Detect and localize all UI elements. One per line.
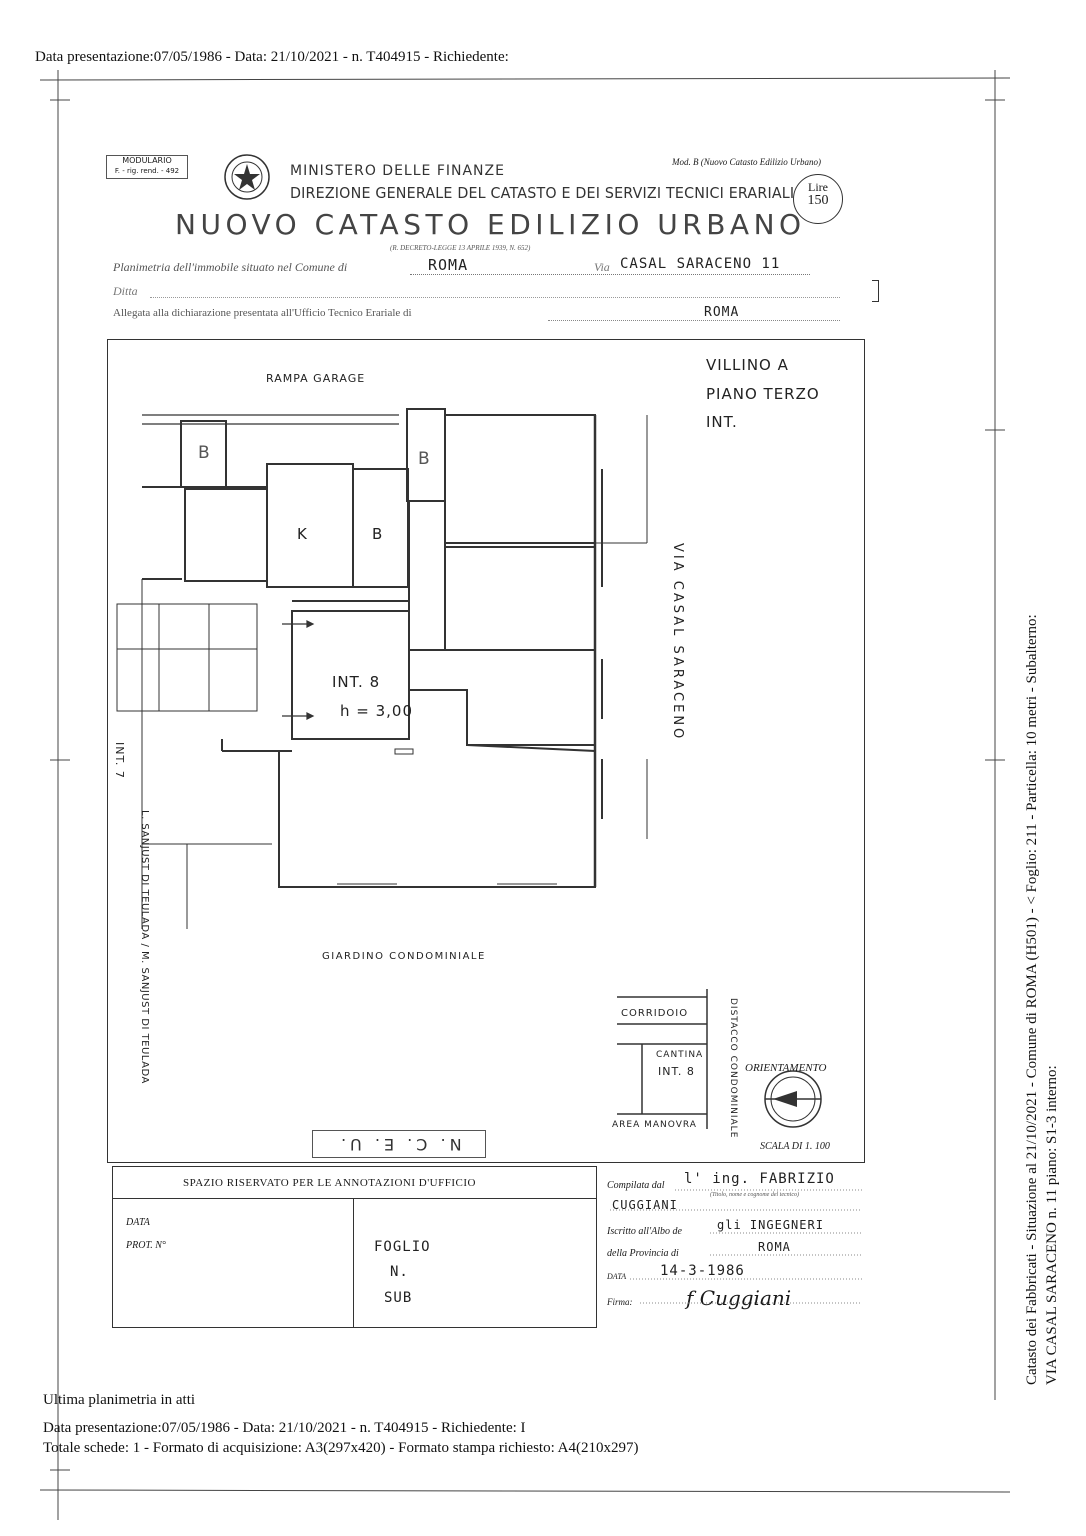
room-b3: B <box>418 449 431 469</box>
office-data-label: DATA <box>126 1217 150 1228</box>
provincia-value: ROMA <box>758 1240 791 1254</box>
allegata-underline <box>548 320 840 321</box>
floor-plan <box>107 339 865 1163</box>
height-label: h = 3,00 <box>340 702 414 720</box>
planimetria-label: Planimetria dell'immobile situato nel Comune di <box>113 260 348 274</box>
compass-icon <box>765 1071 821 1127</box>
direzione: DIREZIONE GENERALE DEL CATASTO E DEI SERVIZI TECNICI ERARIALI <box>290 184 795 202</box>
compilata-lines <box>600 1185 870 1315</box>
compilata-label: Compilata dal <box>607 1180 665 1191</box>
int-label: INT. <box>706 413 738 431</box>
firma-value: f Cuggiani <box>686 1286 792 1310</box>
office-divider <box>112 1198 596 1199</box>
via-label: Via <box>594 260 610 274</box>
office-foglio: FOGLIO <box>374 1239 431 1255</box>
allegata-label: Allegata alla dichiarazione presentata all'Ufficio Tecnico Erariale di <box>113 307 412 319</box>
modulario-sub: F. - rig. rend. - 492 <box>114 167 180 175</box>
cantina-int-label: INT. 8 <box>658 1065 695 1078</box>
comune-value: ROMA <box>428 256 469 274</box>
piano-label: PIANO TERZO <box>706 385 820 403</box>
int7-label: INT. 7 <box>113 742 126 779</box>
firma-label: Firma: <box>607 1297 633 1307</box>
office-vdivider <box>353 1199 354 1327</box>
ufficio-value: ROMA <box>704 305 740 320</box>
footer-line2: Data presentazione:07/05/1986 - Data: 21/10/2021 - n. T404915 - Richiedente: I <box>43 1420 526 1436</box>
office-n: N. <box>390 1264 409 1280</box>
office-box <box>112 1166 597 1328</box>
corridoio-label: CORRIDOIO <box>621 1008 689 1019</box>
compilata-data: 14-3-1986 <box>660 1263 745 1279</box>
compilata-name: l' ing. FABRIZIO <box>684 1171 835 1187</box>
form-title: NUOVO CATASTO EDILIZIO URBANO <box>175 208 806 241</box>
villino-label: VILLINO A <box>706 356 789 374</box>
side-text <box>1022 614 1062 1385</box>
iscritto-label: Iscritto all'Albo de <box>607 1226 682 1237</box>
provincia-label: della Provincia di <box>607 1248 679 1259</box>
decreto: (R. DECRETO-LEGGE 13 APRILE 1939, N. 652) <box>390 244 531 252</box>
office-sub: SUB <box>384 1290 413 1306</box>
ditta-label: Ditta <box>113 284 138 298</box>
planimetria-underline <box>410 274 810 275</box>
int8-label: INT. 8 <box>332 673 381 691</box>
compilata-data-label: DATA <box>607 1272 627 1281</box>
nceu-stamp <box>312 1130 486 1158</box>
albo-value: gli INGEGNERI <box>717 1218 824 1232</box>
neighbors-label: L. SANJUST DI TEULADA / M. SANJUST DI TEULADA <box>139 810 150 1084</box>
footer-line1: Ultima planimetria in atti <box>43 1392 196 1408</box>
area-manovra-label: AREA MANOVRA <box>612 1120 697 1130</box>
header-top: Data presentazione:07/05/1986 - Data: 21/10/2021 - n. T404915 - Richiedente: <box>35 49 509 65</box>
room-b2: B <box>372 525 384 543</box>
giardino-label: GIARDINO CONDOMINIALE <box>322 951 486 962</box>
modulario-label: MODULARIO <box>122 156 172 165</box>
footer-line3: Totale schede: 1 - Formato di acquisizione: A3(297x420) - Formato stampa richiesto: A4(210x297) <box>43 1440 639 1456</box>
republic-emblem-icon <box>222 152 272 202</box>
office-prot-label: PROT. N° <box>126 1240 166 1251</box>
rampa-label: RAMPA GARAGE <box>266 372 366 385</box>
office-title: SPAZIO RISERVATO PER LE ANNOTAZIONI D'UFFICIO <box>183 1177 476 1189</box>
street-label: VIA CASAL SARACENO <box>670 543 685 742</box>
lire-label: Lire <box>808 180 828 194</box>
cantina-label: CANTINA <box>656 1050 704 1060</box>
ditta-bracket <box>872 280 879 302</box>
orientamento-label: ORIENTAMENTO <box>745 1062 827 1074</box>
room-k: K <box>297 525 308 543</box>
scala-label: SCALA DI 1. 100 <box>760 1141 830 1152</box>
compilata-surname: CUGGIANI <box>612 1198 678 1212</box>
ditta-underline <box>150 297 840 298</box>
compilata-note: (Titolo, nome e cognome del tecnico) <box>710 1192 799 1198</box>
lire-value: 150 <box>807 193 829 208</box>
room-b1: B <box>198 443 211 463</box>
via-value: CASAL SARACENO 11 <box>620 256 781 272</box>
nceu-stamp-text: N. C. E. U. <box>336 1135 462 1154</box>
side-line2: VIA CASAL SARACENO n. 11 piano: S1-3 interno: <box>1044 1065 1060 1385</box>
modulario-box <box>106 155 188 179</box>
mod-b-label: Mod. B (Nuovo Catasto Edilizio Urbano) <box>672 157 821 167</box>
ministero: MINISTERO DELLE FINANZE <box>290 163 505 179</box>
side-line1: Catasto dei Fabbricati - Situazione al 21/10/2021 - Comune di ROMA (H501) - < Foglio: 211 - Particella: 10 metri - Subalterno: <box>1024 614 1040 1385</box>
distacco-label: DISTACCO CONDOMINIALE <box>728 998 738 1139</box>
